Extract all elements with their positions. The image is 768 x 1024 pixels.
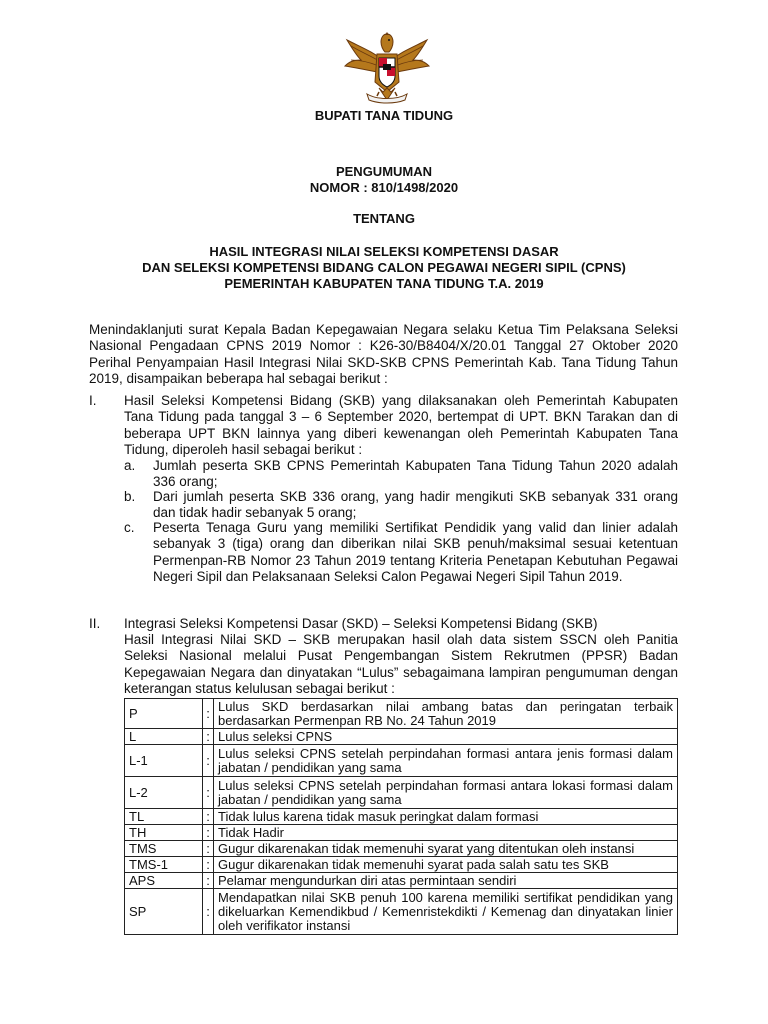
status-description: Lulus seleksi CPNS setelah perpindahan formasi antara lokasi formasi dalam jabatan / pendidikan yang sama <box>214 777 678 809</box>
status-separator: : <box>203 857 214 873</box>
subject-line-1: HASIL INTEGRASI NILAI SELEKSI KOMPETENSI DASAR <box>209 244 559 259</box>
table-row <box>125 825 678 841</box>
status-description: Tidak lulus karena tidak masuk peringkat dalam formasi <box>214 809 678 825</box>
intro-paragraph: Menindaklanjuti surat Kepala Badan Kepegawaian Negara selaku Ketua Tim Pelaksana Seleksi Nasional Pengadaan CPNS 2019 Nomor : K26-30/B8404/X/20.01 Tanggal 27 Oktober 2020 Perihal Penyampaian Hasil Integrasi Nilai SKD-SKB CPNS Pemerintah Kab. Tana Tidung Tahun 2019, disampaikan beberapa hal sebagai berikut : <box>89 322 678 386</box>
table-row <box>125 745 678 777</box>
status-separator: : <box>203 745 214 777</box>
status-code: TL <box>125 809 203 825</box>
garuda-emblem <box>343 30 431 106</box>
about-heading: TENTANG <box>353 211 415 226</box>
status-description: Gugur dikarenakan tidak memenuhi syarat yang ditentukan oleh instansi <box>214 841 678 857</box>
doc-number: NOMOR : 810/1498/2020 <box>309 180 459 195</box>
section-2-marker: II. <box>89 616 101 631</box>
status-code: L <box>125 729 203 745</box>
doc-type: PENGUMUMAN <box>335 164 433 179</box>
subject-line-2: DAN SELEKSI KOMPETENSI BIDANG CALON PEGAWAI NEGERI SIPIL (CPNS) <box>142 260 626 275</box>
item-a-marker: a. <box>124 458 136 473</box>
section-1-marker: I. <box>89 393 97 408</box>
item-c-marker: c. <box>124 520 135 535</box>
status-description: Lulus seleksi CPNS <box>214 729 678 745</box>
status-description: Pelamar mengundurkan diri atas permintaan sendiri <box>214 873 678 889</box>
table-row <box>125 873 678 889</box>
status-separator: : <box>203 729 214 745</box>
item-b-marker: b. <box>124 489 136 504</box>
table-row <box>125 809 678 825</box>
status-code: P <box>125 699 203 729</box>
status-separator: : <box>203 825 214 841</box>
status-separator: : <box>203 777 214 809</box>
status-separator: : <box>203 841 214 857</box>
table-row <box>125 777 678 809</box>
status-code: APS <box>125 873 203 889</box>
table-row <box>125 889 678 935</box>
section-2-heading: Integrasi Seleksi Kompetensi Dasar (SKD) – Seleksi Kompetensi Bidang (SKB) <box>124 616 598 631</box>
status-separator: : <box>203 809 214 825</box>
status-separator: : <box>203 889 214 935</box>
status-legend-table <box>124 698 678 935</box>
status-separator: : <box>203 699 214 729</box>
section-1-text: Hasil Seleksi Kompetensi Bidang (SKB) yang dilaksanakan oleh Pemerintah Kabupaten Tana Tidung pada tanggal 3 – 6 September 2020, bertempat di UPT. BKN Tarakan dan di beberapa UPT BKN lainnya yang diberi kewenangan oleh Pemerintah Kabupaten Tana Tidung, diperoleh hasil sebagai berikut : <box>124 393 678 457</box>
status-description: Lulus SKD berdasarkan nilai ambang batas dan peringatan terbaik berdasarkan Permenpan RB No. 24 Tahun 2019 <box>214 699 678 729</box>
status-code: L-1 <box>125 745 203 777</box>
status-code: SP <box>125 889 203 935</box>
status-code: L-2 <box>125 777 203 809</box>
status-code: TMS-1 <box>125 857 203 873</box>
status-description: Tidak Hadir <box>214 825 678 841</box>
table-row <box>125 841 678 857</box>
authority-title: BUPATI TANA TIDUNG <box>314 108 454 123</box>
item-c-text: Peserta Tenaga Guru yang memiliki Sertifikat Pendidik yang valid dan linier adalah sebanyak 3 (tiga) orang dan diberikan nilai SKB penuh/maksimal sesuai ketentuan Permenpan-RB Nomor 23 Tahun 2019 tentang Kriteria Penetapan Kebutuhan Pegawai Negeri Sipil dan Pelaksanaan Seleksi Calon Pegawai Negeri Sipil Tahun 2019. <box>153 520 678 584</box>
status-description: Mendapatkan nilai SKB penuh 100 karena memiliki sertifikat pendidikan yang dikeluarkan Kemendikbud / Kemenristekdikti / Kemenag dan dinyatakan linier oleh verifikator instansi <box>214 889 678 935</box>
status-code: TH <box>125 825 203 841</box>
table-row <box>125 699 678 729</box>
table-row <box>125 857 678 873</box>
table-row <box>125 729 678 745</box>
status-separator: : <box>203 873 214 889</box>
section-2-text: Hasil Integrasi Nilai SKD – SKB merupakan hasil olah data sistem SSCN oleh Panitia Seleksi Nasional melalui Pusat Pengembangan Sistem Rekrutmen (PPSR) Badan Kepegawaian Negara dan dinyatakan “Lulus” sebagaimana lampiran pengumuman dengan keterangan status kelulusan sebagai berikut : <box>124 632 678 696</box>
status-description: Lulus seleksi CPNS setelah perpindahan formasi antara jenis formasi dalam jabatan / pendidikan yang sama <box>214 745 678 777</box>
subject-line-3: PEMERINTAH KABUPATEN TANA TIDUNG T.A. 2019 <box>224 276 544 291</box>
status-code: TMS <box>125 841 203 857</box>
item-b-text: Dari jumlah peserta SKB 336 orang, yang hadir mengikuti SKB sebanyak 331 orang dan tidak hadir sebanyak 5 orang; <box>153 489 678 521</box>
item-a-text: Jumlah peserta SKB CPNS Pemerintah Kabupaten Tana Tidung Tahun 2020 adalah 336 orang; <box>153 458 678 490</box>
status-description: Gugur dikarenakan tidak memenuhi syarat pada salah satu tes SKB <box>214 857 678 873</box>
